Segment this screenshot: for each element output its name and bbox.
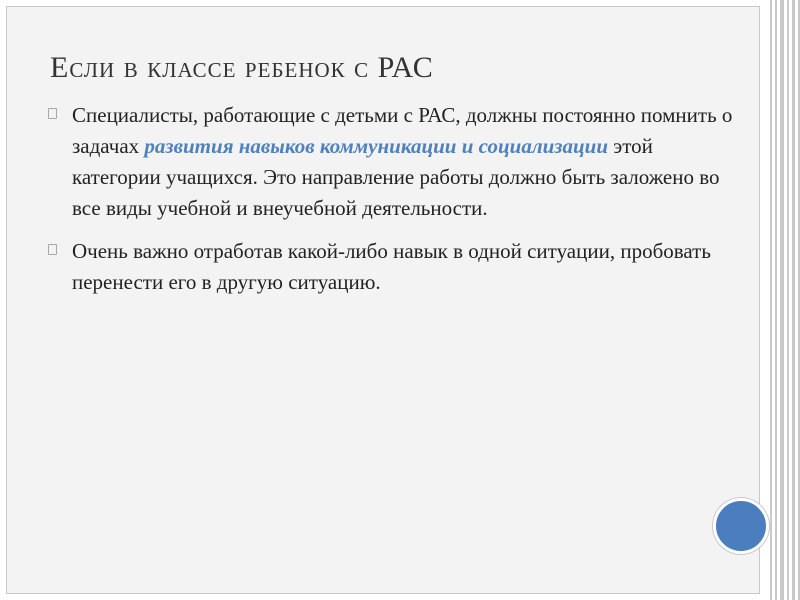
bullet-1-text-before: Специалисты, работающие с детьми с РАС, должны постоянно помнить о задачах [72, 103, 733, 158]
stripe [780, 0, 784, 600]
slide-content [48, 100, 738, 310]
bullet-item-1 [48, 100, 738, 224]
bullet-1-text-after: этой категории учащихся. Это направление работы должно быть заложено во все виды учебной и внеучебной деятельности. [72, 134, 720, 220]
bullet-marker-icon [48, 244, 57, 255]
stripe [775, 0, 777, 600]
decorative-stripes [766, 0, 800, 600]
stripe [787, 0, 789, 600]
stripe [770, 0, 772, 600]
bullet-1-emphasis: развития навыков коммуникации и социализации [144, 134, 609, 158]
stripe [792, 0, 795, 600]
bullet-marker-icon [48, 108, 57, 119]
bullet-item-2 [48, 236, 738, 298]
slide-title: Если в классе ребенок с РАС [50, 51, 434, 84]
bullet-2-text: Очень важно отработав какой-либо навык в одной ситуации, пробовать перенести его в другую ситуацию. [72, 239, 711, 294]
decorative-circle-icon [713, 498, 769, 554]
